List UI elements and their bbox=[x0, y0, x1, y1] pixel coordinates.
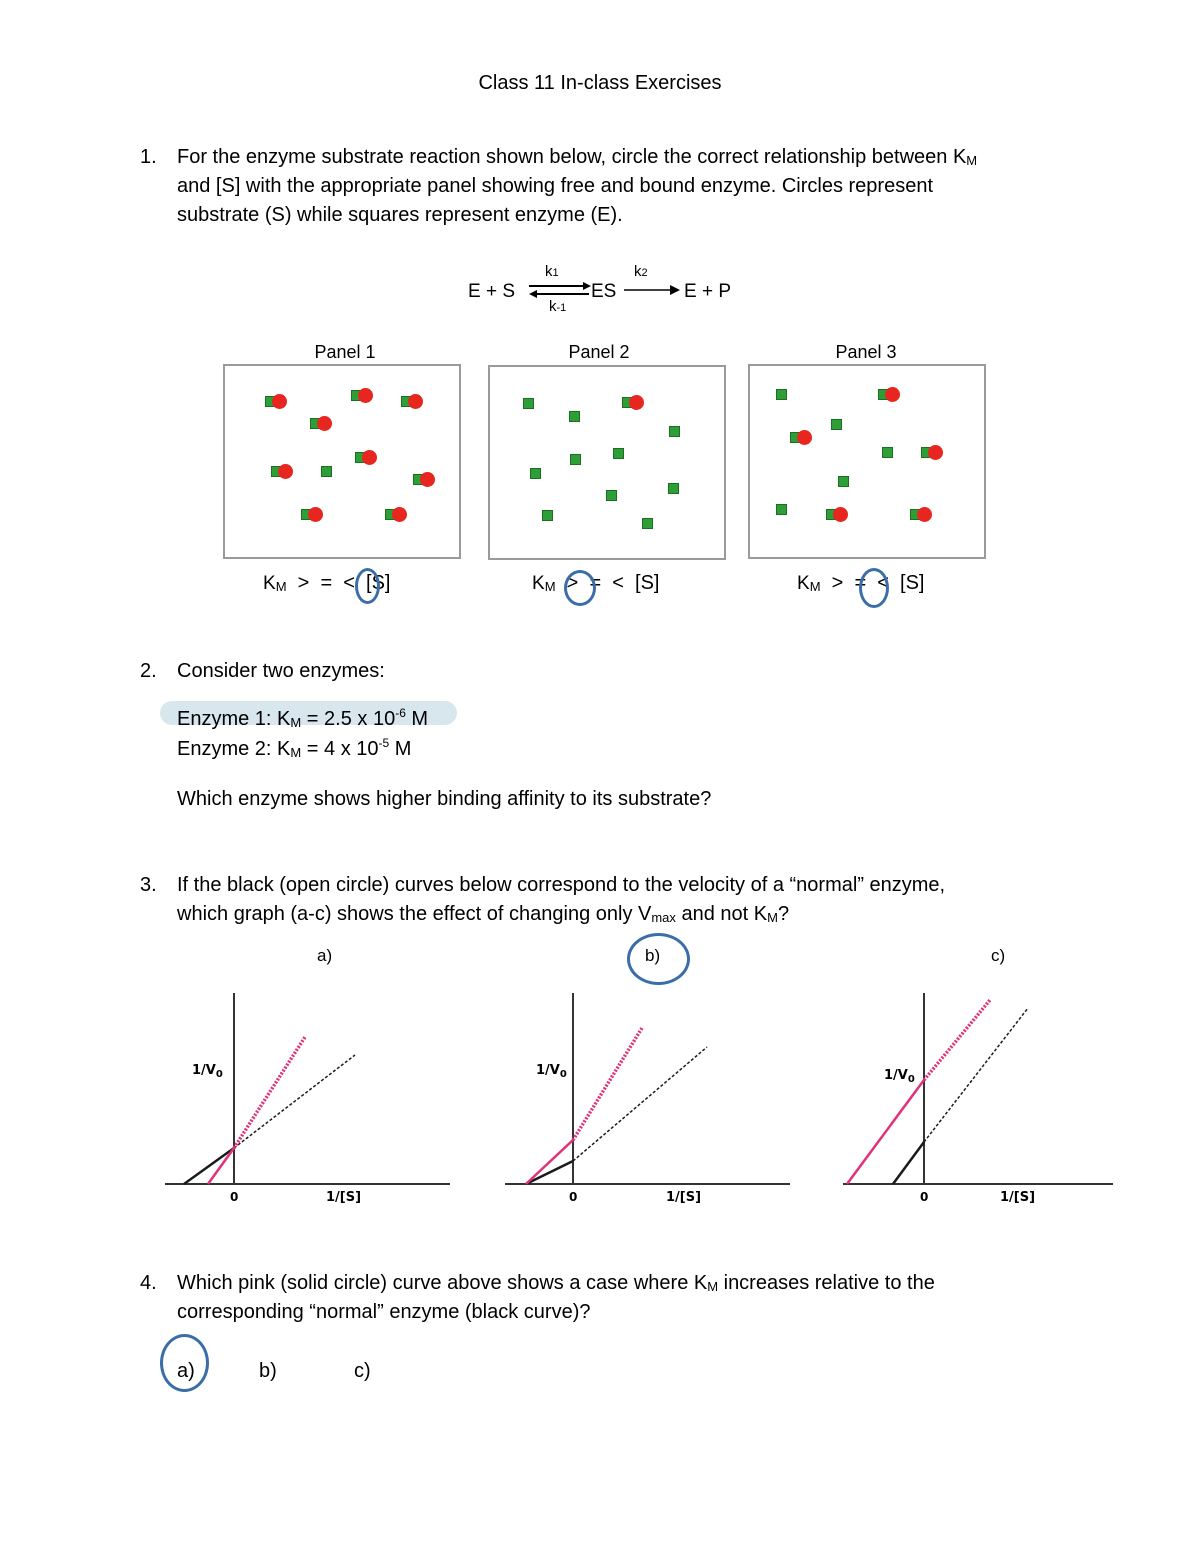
graph-b-y-label: $1/V_0$ bbox=[536, 1063, 567, 1080]
graph-a bbox=[160, 990, 460, 1205]
graph-c-normal-curve bbox=[924, 1008, 1028, 1142]
substrate-circle bbox=[362, 450, 377, 465]
question-1-number: 1. bbox=[140, 146, 157, 168]
question-4-line-2: corresponding “normal” enzyme (black curve)? bbox=[177, 1301, 591, 1323]
graph-c-pink-curve bbox=[924, 1000, 990, 1080]
free-enzyme-square bbox=[831, 419, 842, 430]
rate-constant-k-minus-1: k-1 bbox=[549, 298, 567, 315]
substrate-circle bbox=[797, 430, 812, 445]
reaction-middle: ES bbox=[591, 281, 617, 302]
substrate-circle bbox=[392, 507, 407, 522]
graph-a-zero-tick: 0 bbox=[230, 1190, 239, 1204]
free-enzyme-square bbox=[642, 518, 653, 529]
substrate-circle bbox=[928, 445, 943, 460]
enzyme-1-line: Enzyme 1: KM = 2.5 x $10^{-6}$ M bbox=[177, 706, 429, 730]
substrate-circle bbox=[308, 507, 323, 522]
question-3-number: 3. bbox=[140, 874, 157, 896]
option-c: c) bbox=[354, 1360, 371, 1382]
panel-2-title: Panel 2 bbox=[568, 342, 630, 362]
graph-b-x-label: 1/[S] bbox=[666, 1190, 702, 1205]
free-enzyme-square bbox=[613, 448, 624, 459]
question-1-line-3: substrate (S) while squares represent enzyme (E). bbox=[177, 204, 623, 226]
panel-1-answer-circle bbox=[355, 568, 380, 604]
free-enzyme-square bbox=[606, 490, 617, 501]
graph-a-pink-curve bbox=[234, 1037, 305, 1148]
forward-arrow bbox=[624, 283, 682, 297]
graph-a-pink-extrapolation bbox=[208, 1148, 234, 1184]
free-enzyme-square bbox=[669, 426, 680, 437]
question-2-intro: Consider two enzymes: bbox=[177, 660, 385, 682]
reaction-right: E + P bbox=[684, 281, 731, 302]
free-enzyme-square bbox=[776, 504, 787, 515]
graph-c-x-label: 1/[S] bbox=[1000, 1190, 1036, 1205]
graph-c-normal-extrapolation bbox=[893, 1142, 924, 1184]
panel-2-relation: KM > = < [S] bbox=[532, 572, 660, 594]
graph-b-pink-curve bbox=[573, 1028, 642, 1140]
substrate-circle bbox=[408, 394, 423, 409]
substrate-circle bbox=[278, 464, 293, 479]
substrate-circle bbox=[420, 472, 435, 487]
graph-a-x-label: 1/[S] bbox=[326, 1190, 362, 1205]
panel-3-answer-circle bbox=[859, 568, 889, 608]
rate-constant-k2: k2 bbox=[634, 263, 648, 280]
graph-c bbox=[838, 990, 1138, 1205]
substrate-circle bbox=[629, 395, 644, 410]
graph-b-normal-extrapolation bbox=[526, 1161, 573, 1184]
panel-2-box bbox=[488, 365, 726, 560]
graph-c-y-label: $1/V_0$ bbox=[884, 1068, 915, 1085]
graph-a-normal-extrapolation bbox=[184, 1148, 234, 1184]
panel-3-box bbox=[748, 364, 986, 559]
free-enzyme-square bbox=[530, 468, 541, 479]
question-1-line-1: For the enzyme substrate reaction shown below, circle the correct relationship between KM bbox=[177, 146, 978, 168]
substrate-circle bbox=[317, 416, 332, 431]
substrate-circle bbox=[272, 394, 287, 409]
question-3-line-1: If the black (open circle) curves below correspond to the velocity of a “normal” enzyme, bbox=[177, 874, 946, 896]
panel-3-title: Panel 3 bbox=[835, 342, 897, 362]
graph-b-pink-extrapolation bbox=[526, 1140, 573, 1184]
graph-a-normal-curve bbox=[234, 1055, 355, 1148]
panel-3-relation: KM > = < [S] bbox=[797, 572, 925, 594]
page-title: Class 11 In-class Exercises bbox=[478, 72, 722, 94]
graph-b-answer-circle bbox=[627, 933, 690, 985]
free-enzyme-square bbox=[838, 476, 849, 487]
graph-b bbox=[500, 990, 800, 1205]
substrate-circle bbox=[358, 388, 373, 403]
question-3-line-2: which graph (a-c) shows the effect of changing only Vmax and not KM? bbox=[177, 903, 790, 925]
graph-c-zero-tick: 0 bbox=[920, 1190, 929, 1204]
graph-b-label: b) bbox=[645, 946, 661, 965]
question-4-number: 4. bbox=[140, 1272, 157, 1294]
free-enzyme-square bbox=[569, 411, 580, 422]
graph-b-normal-curve bbox=[573, 1047, 707, 1161]
question-2-number: 2. bbox=[140, 660, 157, 682]
question-1-line-2: and [S] with the appropriate panel showing free and bound enzyme. Circles represent bbox=[177, 175, 934, 197]
enzyme-2-line: Enzyme 2: KM = 4 x $10^{-5}$ M bbox=[177, 736, 412, 760]
graph-a-label: a) bbox=[317, 946, 333, 965]
substrate-circle bbox=[917, 507, 932, 522]
panel-1-relation: KM > = < [S] bbox=[263, 572, 391, 594]
graph-c-pink-extrapolation bbox=[847, 1080, 924, 1184]
free-enzyme-square bbox=[570, 454, 581, 465]
panel-1-title: Panel 1 bbox=[314, 342, 376, 362]
substrate-circle bbox=[885, 387, 900, 402]
free-enzyme-square bbox=[523, 398, 534, 409]
rate-constant-k1: k1 bbox=[545, 263, 559, 280]
free-enzyme-square bbox=[668, 483, 679, 494]
substrate-circle bbox=[833, 507, 848, 522]
question-2-question: Which enzyme shows higher binding affinity to its substrate? bbox=[177, 788, 712, 810]
question-4-line-1: Which pink (solid circle) curve above shows a case where KM increases relative to the bbox=[177, 1272, 935, 1294]
panel-1-box bbox=[223, 364, 461, 559]
graph-c-label: c) bbox=[991, 946, 1006, 965]
option-a-answer-circle bbox=[160, 1334, 209, 1392]
option-b: b) bbox=[259, 1360, 277, 1382]
free-enzyme-square bbox=[776, 389, 787, 400]
option-a: a) bbox=[177, 1360, 195, 1382]
equilibrium-arrows bbox=[525, 279, 595, 301]
graph-b-zero-tick: 0 bbox=[569, 1190, 578, 1204]
free-enzyme-square bbox=[321, 466, 332, 477]
free-enzyme-square bbox=[542, 510, 553, 521]
panel-2-answer-circle bbox=[564, 570, 596, 606]
graph-a-y-label: $1/V_0$ bbox=[192, 1063, 223, 1080]
reaction-left: E + S bbox=[468, 281, 515, 302]
free-enzyme-square bbox=[882, 447, 893, 458]
